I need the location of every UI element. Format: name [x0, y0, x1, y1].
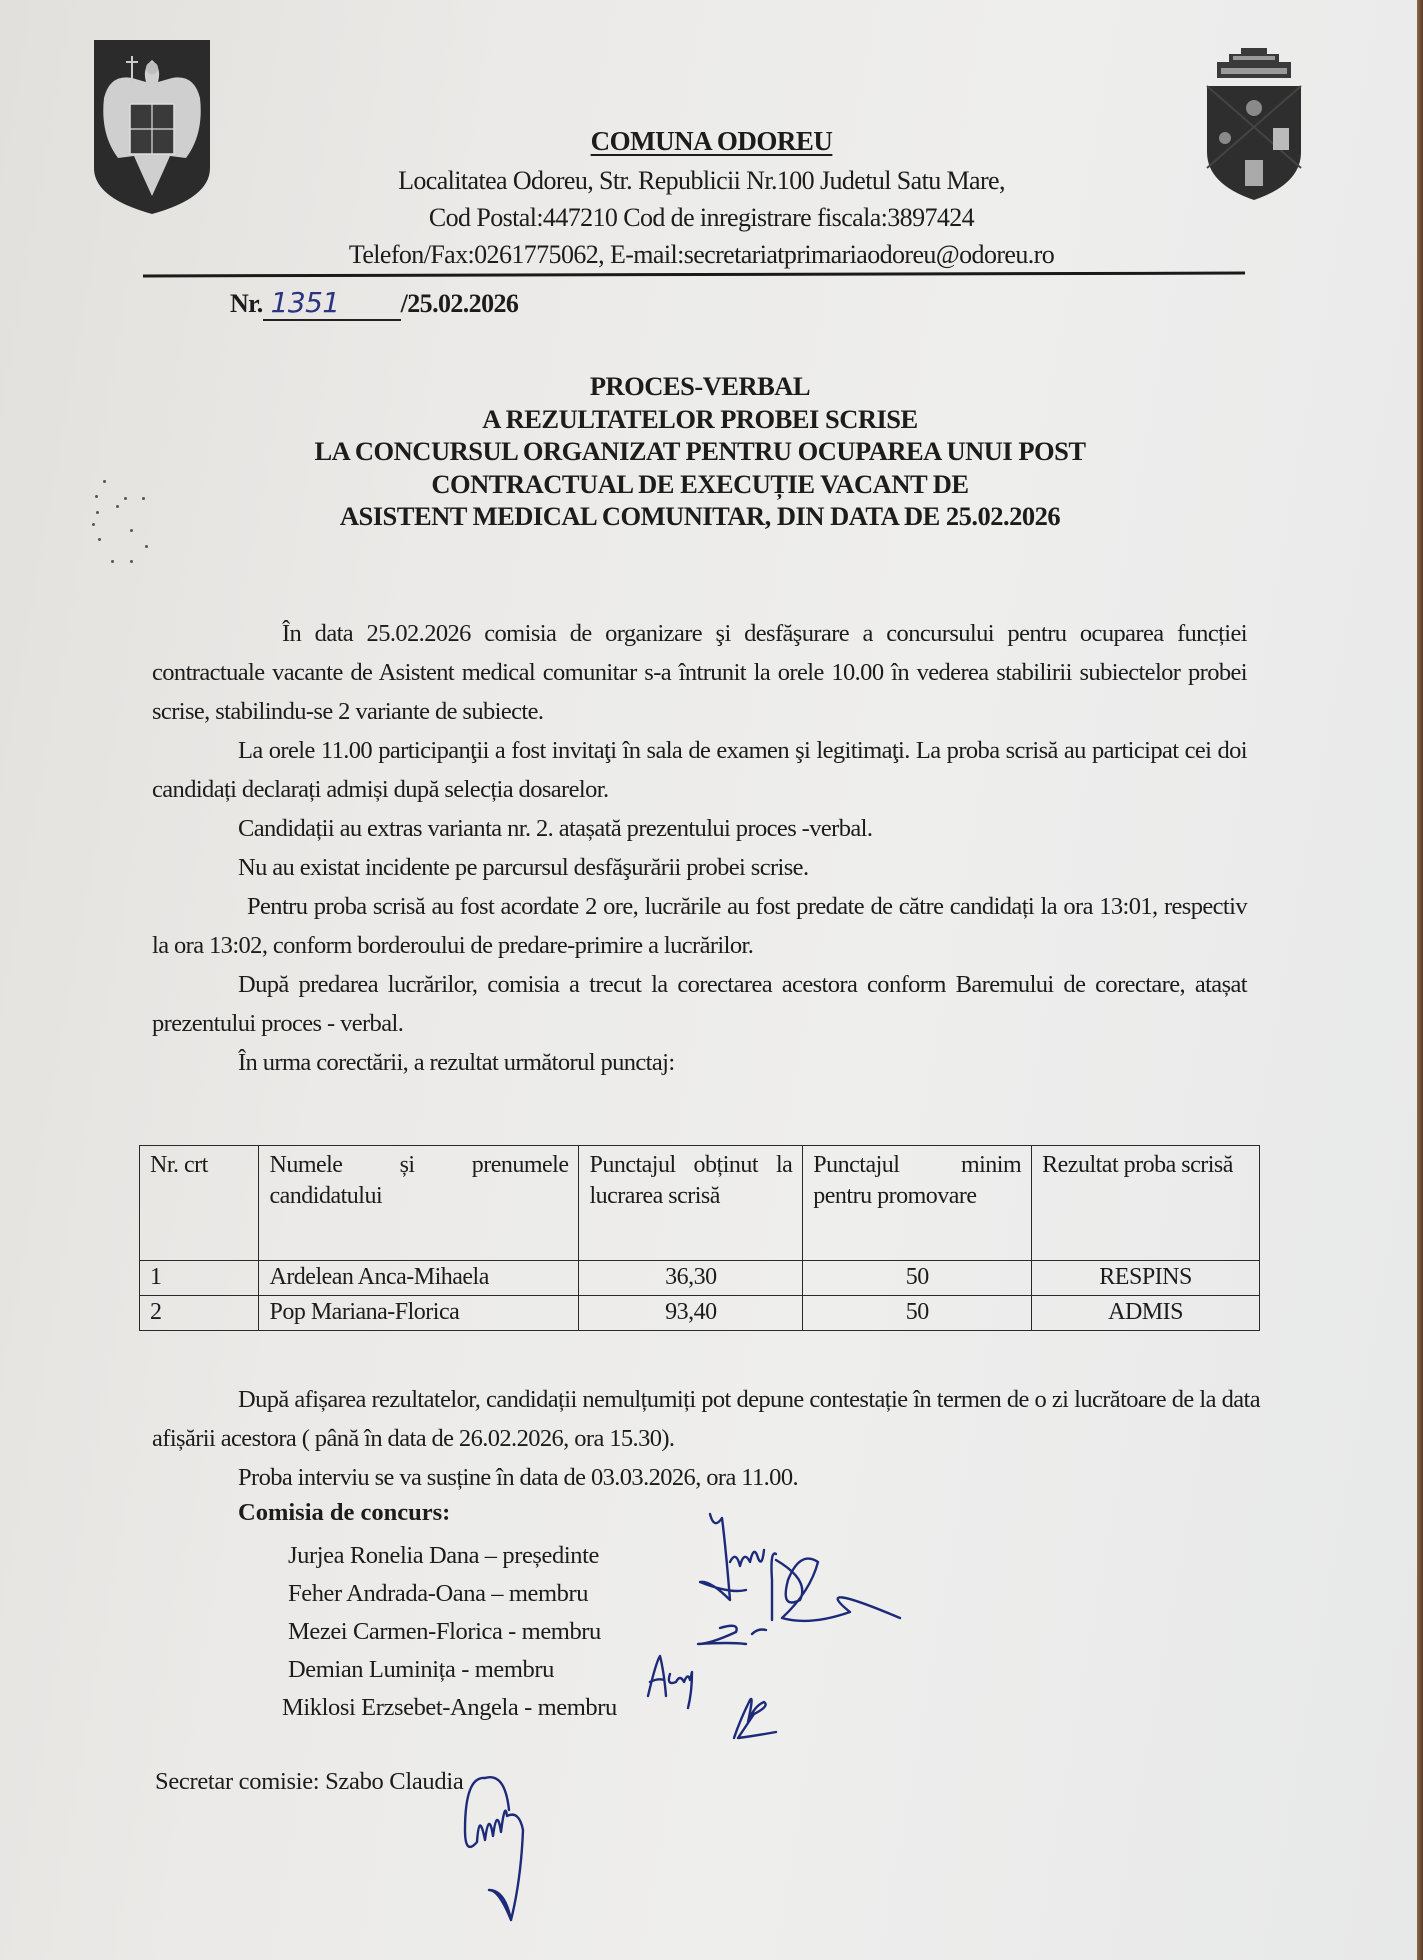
handwritten-number: 1351 [263, 286, 401, 321]
commission-secretary: Secretar comisie: Szabo Claudia [155, 1768, 464, 1795]
document-title [0, 370, 1400, 533]
registration-prefix: Nr. [230, 289, 263, 318]
municipality-name: COMUNA ODOREU [590, 126, 833, 156]
signature-member-demian [640, 1652, 720, 1708]
signature-member-miklosi [724, 1692, 784, 1742]
paragraph: La orele 11.00 participanţii a fost invitaţi în sala de examen şi legitimaţi. La proba scrisă au participat cei doi candidați declarați admiși după selecția dosarelor. [152, 737, 1247, 803]
post-table-paragraphs [152, 1380, 1260, 1497]
paragraph: În urma corectării, a rezultat următorul punctaj: [238, 1049, 675, 1076]
header-nr: Nr. crt [140, 1146, 259, 1261]
commission-heading: Comisia de concurs: [238, 1499, 451, 1526]
paragraph: Proba interviu se va susține în data de 03.03.2026, ora 11.00. [238, 1464, 798, 1491]
commission-member: Miklosi Erzsebet-Angela - membru [282, 1694, 617, 1721]
cell-result: RESPINS [1032, 1261, 1260, 1296]
contact-line: Telefon/Fax:0261775062, E-mail:secretariatprimariaodoreu@odoreu.ro [348, 240, 1055, 269]
commission-member: Mezei Carmen-Florica - membru [288, 1618, 601, 1645]
table-row [140, 1261, 1260, 1296]
commission-member: Jurjea Ronelia Dana – președinte [288, 1542, 600, 1569]
cell-min-score: 50 [803, 1296, 1032, 1331]
signature-member-mezei [690, 1620, 780, 1650]
address-line: Localitatea Odoreu, Str. Republicii Nr.100 Judetul Satu Mare, [398, 166, 1005, 195]
header-min-score: Punctajul minim pentru promovare [803, 1146, 1032, 1261]
registration-date: /25.02.2026 [400, 289, 519, 318]
header-divider [143, 272, 1245, 278]
signature-president [700, 1510, 920, 1630]
paragraph: În data 25.02.2026 comisia de organizare şi desfăşurare a concursului pentru ocuparea funcției contractuale vacante de Asistent medical comunitar s-a întrunit la orele 10.00 în vederea stabilirii subiectelor probei scrise, stabilindu-se 2 variante de subiecte. [152, 620, 1247, 725]
signature-secretary [455, 1770, 545, 1930]
cell-min-score: 50 [803, 1261, 1032, 1296]
cell-result: ADMIS [1032, 1296, 1260, 1331]
title-line: CONTRACTUAL DE EXECUȚIE VACANT DE [431, 468, 969, 499]
paragraph: După afișarea rezultatelor, candidații nemulțumiți pot depune contestație în termen de o zi lucrătoare de la data afișării acestora ( până în data de 26.02.2026, ora 15.30). [152, 1386, 1260, 1452]
title-line: PROCES-VERBAL [589, 371, 811, 401]
cell-name: Pop Mariana-Florica [259, 1296, 579, 1331]
cell-score: 36,30 [579, 1261, 803, 1296]
paragraph: Pentru proba scrisă au fost acordate 2 ore, lucrările au fost predate de către candidați la ora 13:01, respectiv la ora 13:02, conform borderoului de predare-primire a lucrărilor. [152, 893, 1247, 959]
body-paragraphs [152, 614, 1247, 1082]
registration-number [230, 286, 518, 321]
table-header-row [140, 1146, 1260, 1261]
title-line: LA CONCURSUL ORGANIZAT PENTRU OCUPAREA UNUI POST [314, 436, 1086, 466]
table-row [140, 1296, 1260, 1331]
desk-edge [1417, 0, 1423, 1960]
paragraph: Candidații au extras varianta nr. 2. atașată prezentului proces -verbal. [238, 815, 873, 842]
commission-members [282, 1537, 617, 1727]
paragraph: După predarea lucrărilor, comisia a trecut la corectarea acestora conform Baremului de corectare, atașat prezentului proces - verbal. [152, 971, 1247, 1037]
header-result: Rezultat proba scrisă [1032, 1146, 1260, 1261]
cell-nr: 2 [140, 1296, 259, 1331]
results-table [139, 1145, 1260, 1331]
commission-member: Demian Luminița - membru [288, 1656, 554, 1683]
cell-nr: 1 [140, 1261, 259, 1296]
header-score: Punctajul obținut la lucrarea scrisă [579, 1146, 803, 1261]
paragraph: Nu au existat incidente pe parcursul desfăşurării probei scrise. [238, 854, 809, 881]
fiscal-code-line: Cod Postal:447210 Cod de inregistrare fiscala:3897424 [428, 203, 975, 232]
cell-score: 93,40 [579, 1296, 803, 1331]
title-line: ASISTENT MEDICAL COMUNITAR, DIN DATA DE 25.02.2026 [339, 501, 1061, 531]
cell-name: Ardelean Anca-Mihaela [259, 1261, 579, 1296]
title-line: A REZULTATELOR PROBEI SCRISE [482, 403, 918, 434]
header-name: Numele și prenumele candidatului [259, 1146, 579, 1261]
commission-member: Feher Andrada-Oana – membru [288, 1580, 589, 1607]
